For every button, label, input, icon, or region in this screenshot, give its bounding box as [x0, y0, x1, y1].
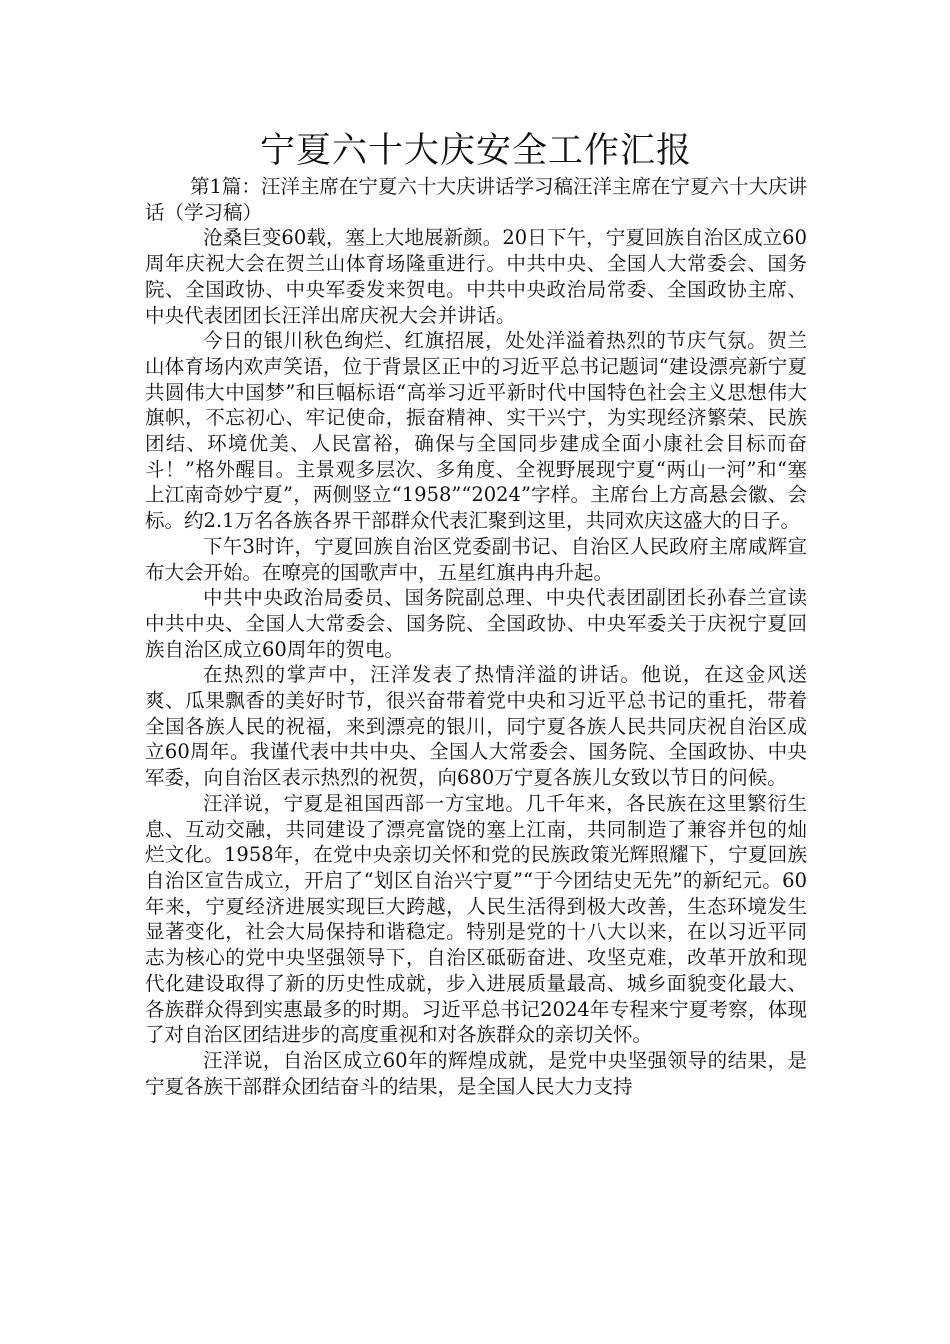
paragraph-2: 今日的银川秋色绚烂、红旗招展，处处洋溢着热烈的节庆气氛。贺兰山体育场内欢声笑语，位于背景区正中的习近平总书记题词“建设漂亮新宁夏 共圆伟大中国梦”和巨幅标语“高举习近平新时代中国特色社会主义思想伟大旗帜，不忘初心、牢记使命，振奋精神、实干兴宁，为实现经济繁荣、民族团结、环境优美、人民富裕，确保与全国同步建成全面小康社会目标而奋斗！”格外醒目。主景观多层次、多角度、全视野展现宁夏“两山一河”和“塞上江南奇妙宁夏”，两侧竖立“1958”“2024”字样。主席台上方高悬会徽、会标。约2.1万名各族各界干部群众代表汇聚到这里，共同欢庆这盛大的日子。: [145, 329, 807, 533]
document-title: 宁夏六十大庆安全工作汇报: [259, 131, 692, 171]
paragraph-7: 汪洋说，自治区成立60年的辉煌成就，是党中央坚强领导的结果，是宁夏各族干部群众团结奋斗的结果，是全国人民大力支持: [145, 1048, 807, 1098]
paragraph-5: 在热烈的掌声中，汪洋发表了热情洋溢的讲话。他说，在这金风送爽、瓜果飘香的美好时节，很兴奋带着党中央和习近平总书记的重托，带着全国各族人民的祝福，来到漂亮的银川，同宁夏各族人民共同庆祝自治区成立60周年。我谨代表中共中央、全国人大常委会、国务院、全国政协、中央军委，向自治区表示热烈的祝贺，向680万宁夏各族儿女致以节日的问候。: [145, 663, 807, 790]
document-subtitle: 第1篇：汪洋主席在宁夏六十大庆讲话学习稿汪洋主席在宁夏六十大庆讲话（学习稿）: [145, 175, 807, 224]
paragraph-3: 下午3时许，宁夏回族自治区党委副书记、自治区人民政府主席咸辉宣布大会开始。在嘹亮的国歌声中，五星红旗冉冉升起。: [145, 534, 807, 584]
paragraph-1: 沧桑巨变60载，塞上大地展新颜。20日下午，宁夏回族自治区成立60周年庆祝大会在贺兰山体育场隆重进行。中共中央、全国人大常委会、国务院、全国政协、中央军委发来贺电。中共中央政治局常委、全国政协主席、中央代表团团长汪洋出席庆祝大会并讲话。: [145, 226, 807, 327]
paragraph-6: 汪洋说，宁夏是祖国西部一方宝地。几千年来，各民族在这里繁衍生息、互动交融，共同建设了漂亮富饶的塞上江南，共同制造了兼容并包的灿烂文化。1958年，在党中央亲切关怀和党的民族政策光辉照耀下，宁夏回族自治区宣告成立，开启了“划区自治兴宁夏”“于今团结史无先”的新纪元。60年来，宁夏经济进展实现巨大跨越，人民生活得到极大改善，生态环境发生显著变化，社会大局保持和谐稳定。特别是党的十八大以来，在以习近平同志为核心的党中央坚强领导下，自治区砥砺奋进、攻坚克难，改革开放和现代化建设取得了新的历史性成就，步入进展质量最高、城乡面貌变化最大、各族群众得到实惠最多的时期。习近平总书记2024年专程来宁夏考察，体现了对自治区团结进步的高度重视和对各族群众的亲切关怀。: [145, 791, 807, 1047]
paragraph-4: 中共中央政治局委员、国务院副总理、中央代表团副团长孙春兰宣读中共中央、全国人大常委会、国务院、全国政协、中央军委关于庆祝宁夏回族自治区成立60周年的贺电。: [145, 586, 807, 661]
document-page: [145, 128, 807, 1099]
